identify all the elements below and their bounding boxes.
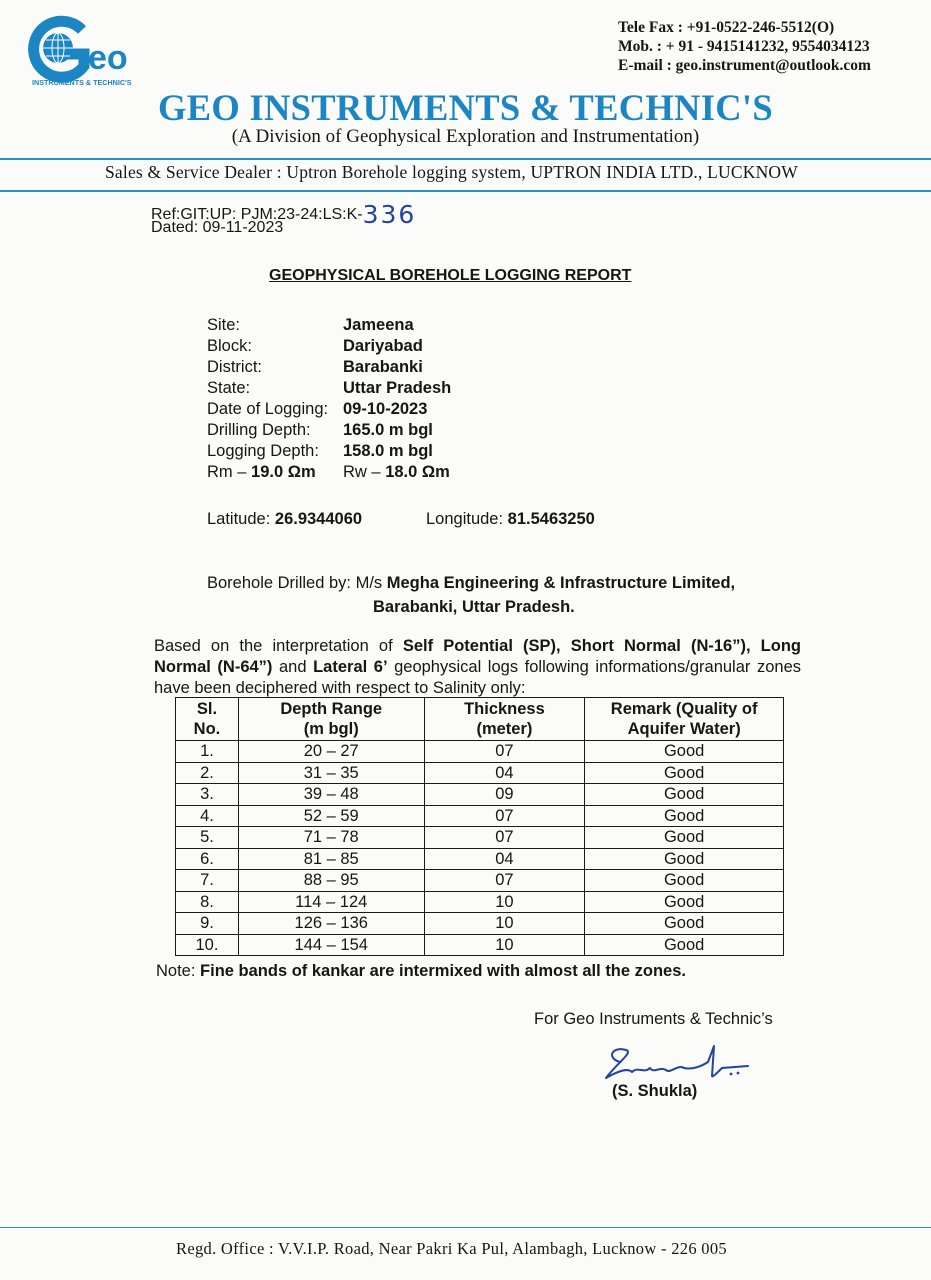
cell-thickness: 07 — [424, 741, 585, 763]
cell-sl: 1. — [176, 741, 239, 763]
cell-range: 52 – 59 — [238, 805, 424, 827]
report-title: GEOPHYSICAL BOREHOLE LOGGING REPORT — [269, 267, 632, 284]
coordinates — [207, 510, 595, 529]
driller-line — [0, 571, 931, 595]
cell-range: 39 – 48 — [238, 784, 424, 806]
cell-remark: Good — [585, 934, 784, 956]
para-text: Based on the interpretation of — [154, 637, 403, 655]
signature-for-line: For Geo Instruments & Technic’s — [534, 1010, 773, 1028]
cell-range: 20 – 27 — [238, 741, 424, 763]
header-rule-top — [0, 158, 931, 160]
cell-remark: Good — [585, 913, 784, 935]
header-remark: Remark (Quality of Aquifer Water) — [585, 698, 784, 741]
cell-range: 88 – 95 — [238, 870, 424, 892]
logo-text: eo — [88, 39, 128, 77]
cell-sl: 3. — [176, 784, 239, 806]
detail-row-date-of-logging — [207, 399, 451, 420]
detail-label: Block: — [207, 337, 252, 355]
driller-block — [0, 571, 931, 616]
cell-thickness: 09 — [424, 784, 585, 806]
cell-sl: 9. — [176, 913, 239, 935]
cell-sl: 4. — [176, 805, 239, 827]
cell-range: 31 – 35 — [238, 762, 424, 784]
cell-sl: 5. — [176, 827, 239, 849]
header-thickness: Thickness (meter) — [424, 698, 585, 741]
detail-label: State: — [207, 379, 251, 397]
signatory-name: (S. Shukla) — [612, 1082, 698, 1100]
detail-row-resistivity — [207, 462, 451, 483]
cell-remark: Good — [585, 848, 784, 870]
detail-label: Date of Logging: — [207, 400, 329, 418]
note-label: Note: — [156, 962, 201, 980]
longitude-label: Longitude: — [426, 510, 508, 528]
detail-row-block — [207, 336, 451, 357]
detail-value: Barabanki — [343, 358, 423, 376]
header-rule-bottom — [0, 190, 931, 192]
company-name: GEO INSTRUMENTS & TECHNIC'S — [158, 87, 773, 128]
mobile: Mob. : + 91 - 9415141232, 9554034123 — [618, 38, 870, 55]
contact-block — [618, 18, 918, 75]
interpretation-paragraph — [154, 636, 801, 699]
cell-thickness: 04 — [424, 848, 585, 870]
detail-label: Site: — [207, 316, 241, 334]
reference-label: Ref:GIT:UP: PJM:23-24:LS:K- — [151, 206, 363, 223]
latitude-value: 26.9344060 — [274, 510, 363, 528]
cell-range: 144 – 154 — [238, 934, 424, 956]
cell-sl: 10. — [176, 934, 239, 956]
telefax: Tele Fax : +91-0522-246-5512(O) — [618, 19, 835, 36]
cell-range: 126 – 136 — [238, 913, 424, 935]
detail-row-district — [207, 357, 451, 378]
cell-remark: Good — [585, 805, 784, 827]
header-sl: Sl. No. — [176, 698, 239, 741]
detail-value: 158.0 m bgl — [343, 442, 433, 460]
cell-thickness: 10 — [424, 891, 585, 913]
logo-tagline: INSTRUMENTS & TECHNIC'S — [32, 78, 132, 87]
cell-sl: 2. — [176, 762, 239, 784]
detail-row-site — [207, 315, 451, 336]
table-row — [176, 870, 784, 892]
detail-label: Drilling Depth: — [207, 421, 311, 439]
cell-remark: Good — [585, 762, 784, 784]
table-row — [176, 741, 784, 763]
detail-row-state — [207, 378, 451, 399]
registered-office: Regd. Office : V.V.I.P. Road, Near Pakri Ka Pul, Alambagh, Lucknow - 226 005 — [176, 1239, 727, 1258]
cell-thickness: 07 — [424, 870, 585, 892]
dealer-line: Sales & Service Dealer : Uptron Borehole logging system, UPTRON INDIA LTD., LUCKNOW — [104, 162, 798, 182]
division-line: (A Division of Geophysical Exploration and Instrumentation) — [231, 126, 700, 147]
header-depth-range: Depth Range (m bgl) — [238, 698, 424, 741]
table-row — [176, 934, 784, 956]
cell-sl: 8. — [176, 891, 239, 913]
para-logs: Self Potential (SP), Short Normal (N-16”), Long Normal (N-64”) — [154, 637, 801, 676]
table-row — [176, 762, 784, 784]
cell-range: 81 – 85 — [238, 848, 424, 870]
detail-label: District: — [207, 358, 262, 376]
rm-label: Rm – — [207, 463, 252, 481]
cell-remark: Good — [585, 870, 784, 892]
driller-name: Megha Engineering & Infrastructure Limited, — [386, 574, 736, 592]
longitude-value: 81.5463250 — [507, 510, 595, 528]
note-text: Fine bands of kankar are intermixed with almost all the zones. — [200, 962, 686, 980]
detail-row-logging-depth — [207, 441, 451, 462]
cell-thickness: 04 — [424, 762, 585, 784]
table-row — [176, 913, 784, 935]
cell-sl: 6. — [176, 848, 239, 870]
cell-remark: Good — [585, 741, 784, 763]
cell-range: 71 – 78 — [238, 827, 424, 849]
para-text: geophysical logs following informations/granular zones have been deciphered with respect to Salinity only: — [154, 658, 801, 697]
email: E-mail : geo.instrument@outlook.com — [618, 57, 871, 74]
latitude-label: Latitude: — [207, 510, 275, 528]
table-row — [176, 784, 784, 806]
rw-value: 18.0 Ωm — [385, 463, 450, 481]
table-row — [176, 805, 784, 827]
rw-label: Rw – — [343, 463, 386, 481]
cell-remark: Good — [585, 827, 784, 849]
para-lateral: Lateral 6’ — [313, 658, 388, 676]
table-row — [176, 891, 784, 913]
driller-prefix: Borehole Drilled by: M/s — [207, 574, 387, 592]
detail-value: Dariyabad — [343, 337, 423, 355]
cell-sl: 7. — [176, 870, 239, 892]
handwritten-ref-number: 336 — [362, 200, 417, 229]
detail-value: 165.0 m bgl — [343, 421, 433, 439]
cell-thickness: 07 — [424, 827, 585, 849]
rm-value: 19.0 Ωm — [251, 463, 316, 481]
driller-location: Barabanki, Uttar Pradesh. — [373, 598, 575, 616]
detail-value: 09-10-2023 — [343, 400, 428, 418]
handwritten-signature — [598, 1040, 768, 1086]
cell-remark: Good — [585, 891, 784, 913]
zones-table — [175, 697, 784, 956]
cell-thickness: 10 — [424, 934, 585, 956]
detail-value: Uttar Pradesh — [343, 379, 452, 397]
cell-remark: Good — [585, 784, 784, 806]
cell-range: 114 – 124 — [238, 891, 424, 913]
detail-label: Logging Depth: — [207, 442, 319, 460]
company-logo — [22, 14, 152, 90]
note-line — [156, 962, 686, 981]
table-row — [176, 848, 784, 870]
table-row — [176, 827, 784, 849]
dated-line: Dated: 09-11-2023 — [151, 219, 284, 236]
footer-rule — [0, 1227, 931, 1228]
cell-thickness: 10 — [424, 913, 585, 935]
table-header-row — [176, 698, 784, 741]
para-text: and — [272, 658, 314, 676]
cell-thickness: 07 — [424, 805, 585, 827]
site-details — [207, 315, 451, 483]
detail-value: Jameena — [343, 316, 414, 334]
detail-row-drilling-depth — [207, 420, 451, 441]
